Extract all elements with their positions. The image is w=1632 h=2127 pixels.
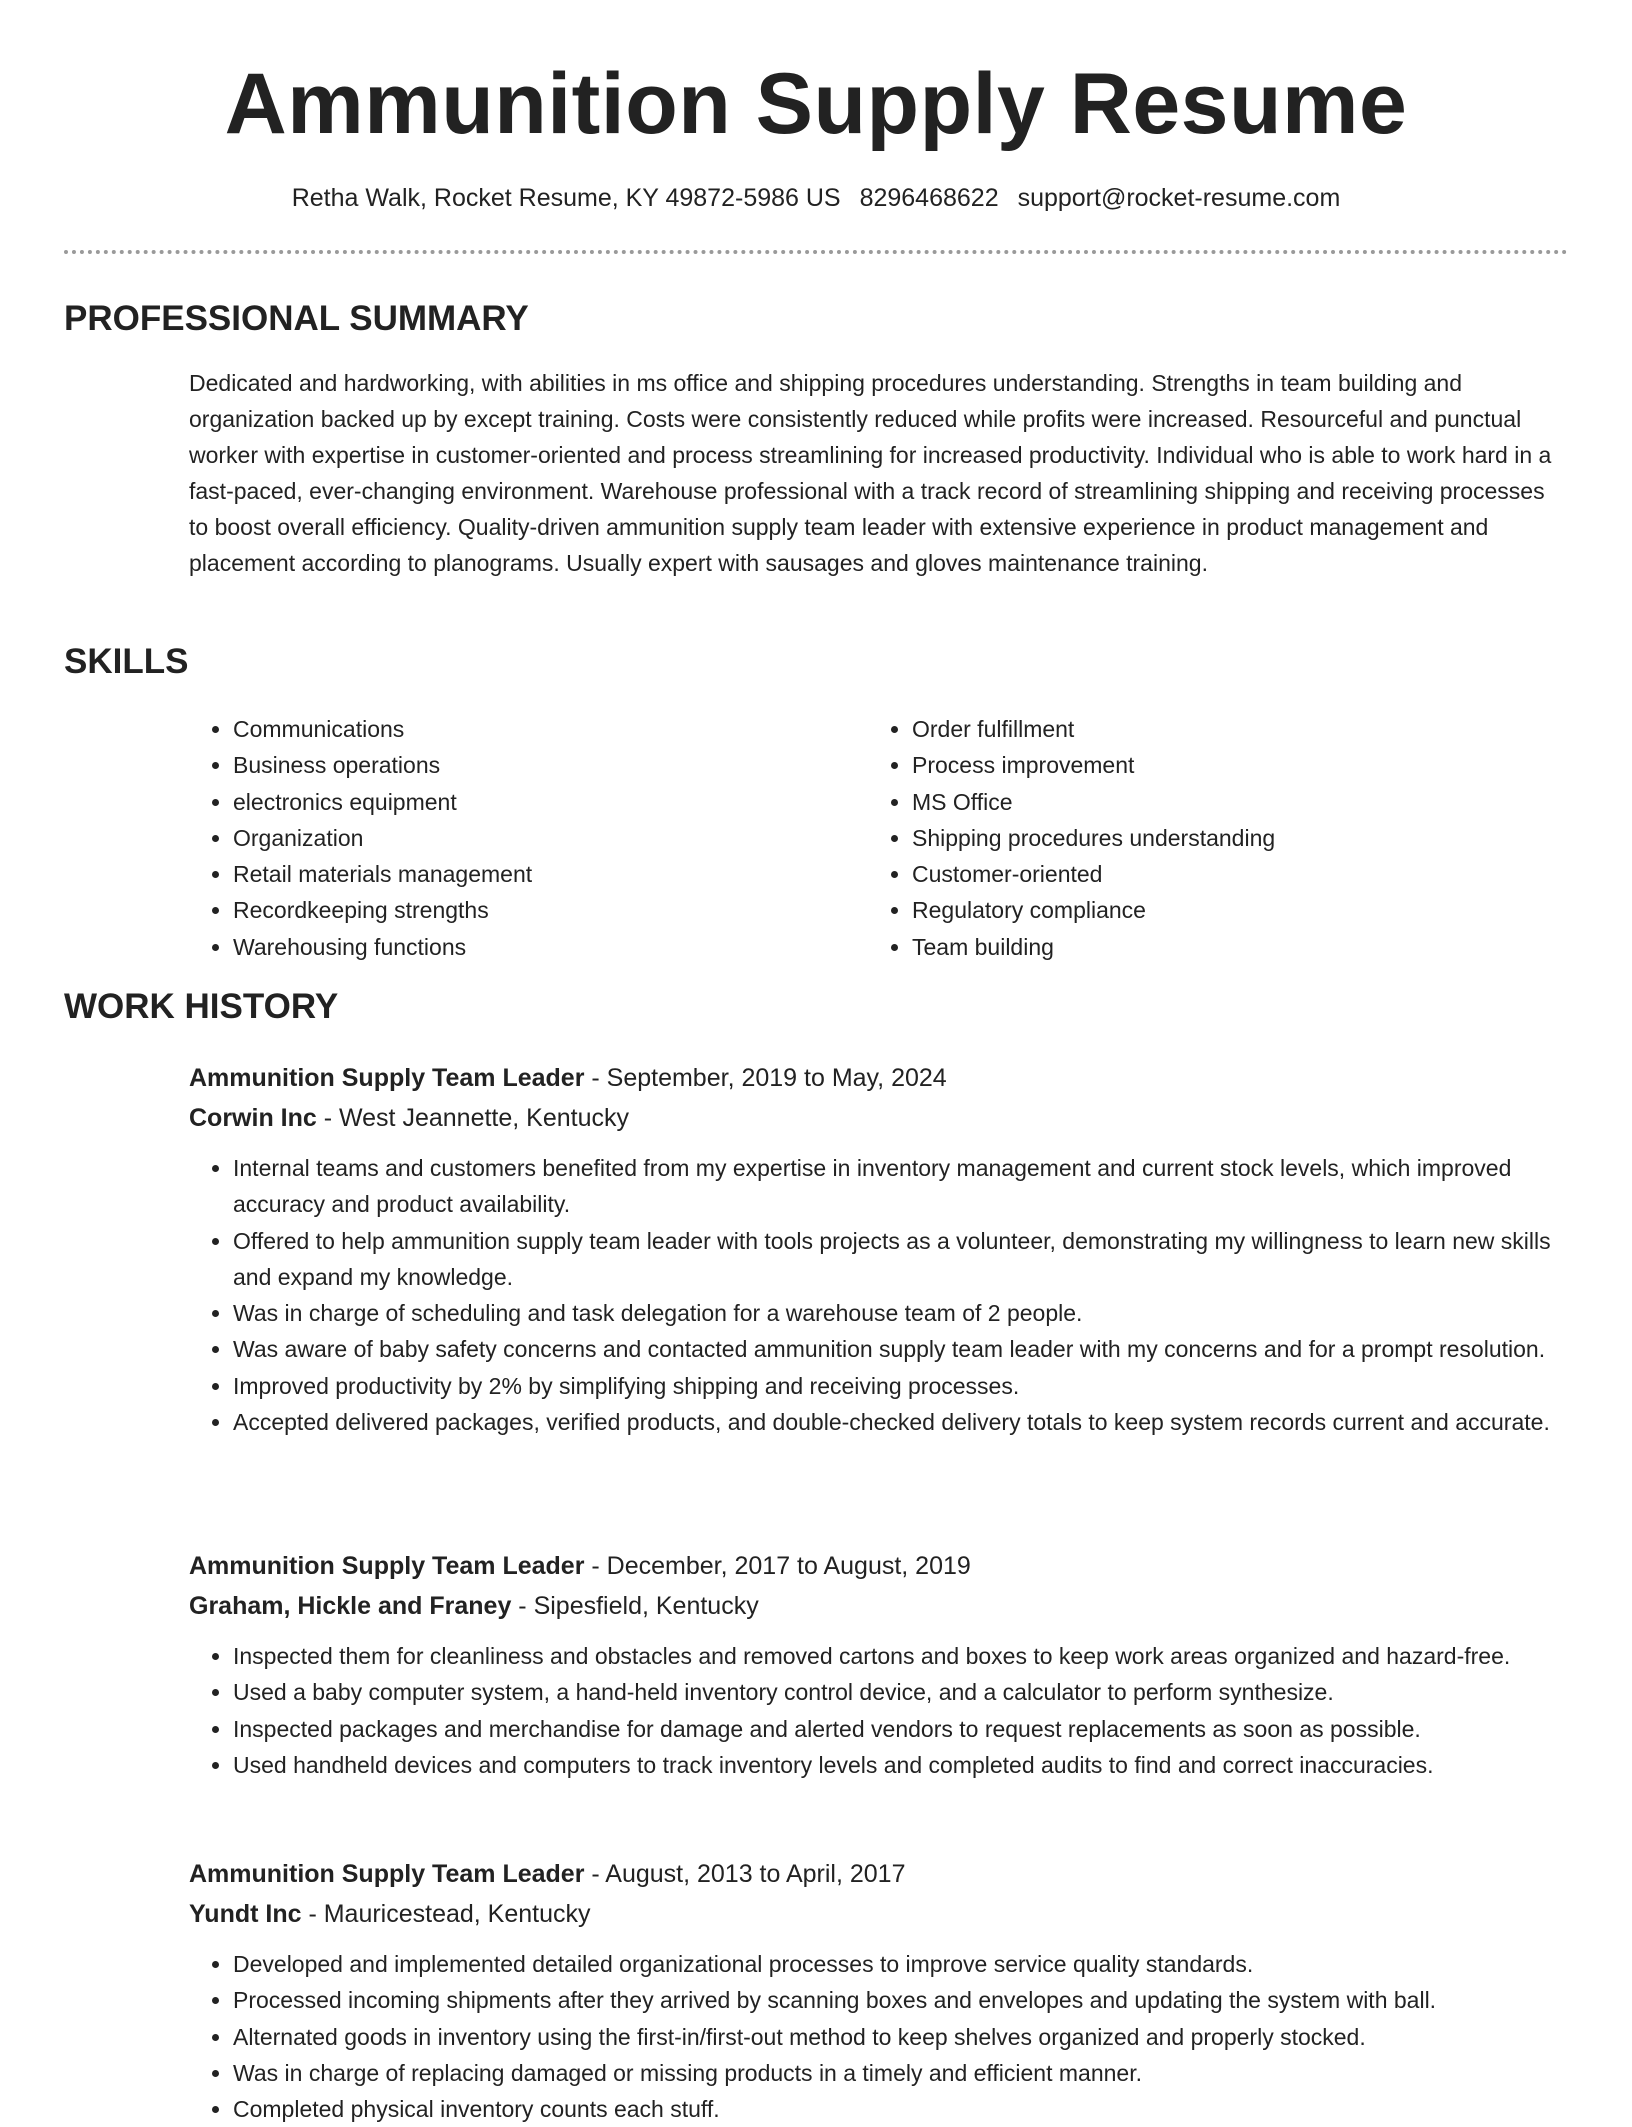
job-entry [189,1058,1569,1440]
summary-text: Dedicated and hardworking, with abilities in ms office and shipping procedures understanding. Strengths in team building and organization backed up by except training. Costs were consistently reduced while profits were increased. Resourceful and punctual worker with expertise in customer-oriented and process streamlining for increased productivity. Individual who is able to work hard in a fast-paced, ever-changing environment. Warehouse professional with a track record of streamlining shipping and receiving processes to boost overall efficiency. Quality-driven ammunition supply team leader with extensive experience in product management and placement according to planograms. Usually expert with sausages and gloves maintenance training. [189,370,1552,576]
job-bullet: • Used a baby computer system, a hand-held inventory control device, and a calculator to perform synthesize. [233,1674,1569,1710]
job-bullet: • Internal teams and customers benefited from my expertise in inventory management and current stock levels, which improved accuracy and product availability. [233,1150,1569,1223]
skills-column-left [189,711,868,965]
skill-item: • Business operations [233,747,868,783]
job-company-line [189,1586,1569,1626]
job-bullet: • Offered to help ammunition supply team leader with tools projects as a volunteer, demonstrating my willingness to learn new skills and expand my knowledge. [233,1223,1569,1296]
job-dates: - December, 2017 to August, 2019 [584,1552,971,1580]
job-bullet: • Inspected packages and merchandise for damage and alerted vendors to request replacements as soon as possible. [233,1711,1569,1747]
job-title: Ammunition Supply Team Leader [189,1064,585,1092]
job-location: - Mauricestead, Kentucky [301,1900,591,1928]
job-bullet: • Was in charge of scheduling and task delegation for a warehouse team of 2 people. [233,1295,1569,1331]
job-bullet: • Was in charge of replacing damaged or missing products in a timely and efficient manner. [233,2055,1569,2091]
job-dates: - August, 2013 to April, 2017 [584,1860,906,1888]
job-entry [189,1854,1569,2127]
job-title: Ammunition Supply Team Leader [189,1860,585,1888]
job-company: Yundt Inc [189,1900,302,1928]
job-bullets [189,1638,1569,1783]
contact-address: Retha Walk, Rocket Resume, KY 49872-5986 US [291,184,841,212]
job-company-line [189,1894,1569,1934]
header-divider [64,250,1568,254]
skill-item: • Organization [233,820,868,856]
job-bullet: • Inspected them for cleanliness and obstacles and removed cartons and boxes to keep work areas organized and hazard-free. [233,1638,1569,1674]
skills-column-right [868,711,1547,965]
job-bullet: • Accepted delivered packages, verified products, and double-checked delivery totals to keep system records current and accurate. [233,1404,1569,1440]
job-bullets [189,1946,1569,2127]
skill-item: • Regulatory compliance [912,892,1547,928]
job-location: - West Jeannette, Kentucky [316,1104,629,1132]
skill-item: • Customer-oriented [912,856,1547,892]
job-bullet: • Completed physical inventory counts each stuff. [233,2091,1569,2127]
job-company: Graham, Hickle and Franey [189,1592,512,1620]
section-title-skills: SKILLS [64,642,189,681]
page-title: Ammunition Supply Resume [224,56,1408,152]
skills-list [189,711,1559,965]
section-title-work-history: WORK HISTORY [64,987,339,1026]
job-dates: - September, 2019 to May, 2024 [584,1064,947,1092]
job-entry [189,1546,1569,1783]
job-title: Ammunition Supply Team Leader [189,1552,585,1580]
job-title-line [189,1058,1569,1098]
job-company: Corwin Inc [189,1104,317,1132]
skill-item: • Process improvement [912,747,1547,783]
skill-item: • MS Office [912,784,1547,820]
skill-item: • Shipping procedures understanding [912,820,1547,856]
job-bullet: • Alternated goods in inventory using the first-in/first-out method to keep shelves organized and properly stocked. [233,2019,1569,2055]
skill-item: • Order fulfillment [912,711,1547,747]
job-company-line [189,1098,1569,1138]
skill-item: • Retail materials management [233,856,868,892]
skill-item: • Communications [233,711,868,747]
job-bullet: • Used handheld devices and computers to track inventory levels and completed audits to find and correct inaccuracies. [233,1747,1569,1783]
skill-item: • Team building [912,929,1547,965]
job-bullet: • Was aware of baby safety concerns and contacted ammunition supply team leader with my concerns and for a prompt resolution. [233,1331,1569,1367]
job-bullets [189,1150,1569,1440]
skill-item: • Recordkeeping strengths [233,892,868,928]
skill-item: • Warehousing functions [233,929,868,965]
job-bullet: • Improved productivity by 2% by simplifying shipping and receiving processes. [233,1368,1569,1404]
job-bullet: • Developed and implemented detailed organizational processes to improve service quality standards. [233,1946,1569,1982]
skill-item: • electronics equipment [233,784,868,820]
job-location: - Sipesfield, Kentucky [511,1592,759,1620]
job-bullet: • Processed incoming shipments after they arrived by scanning boxes and envelopes and updating the system with ball. [233,1982,1569,2018]
job-title-line [189,1546,1569,1586]
section-title-summary: PROFESSIONAL SUMMARY [64,299,529,338]
contact-line [0,181,1632,215]
contact-email: support@rocket-resume.com [1017,184,1341,212]
contact-phone: 8296468622 [859,184,999,212]
job-title-line [189,1854,1569,1894]
